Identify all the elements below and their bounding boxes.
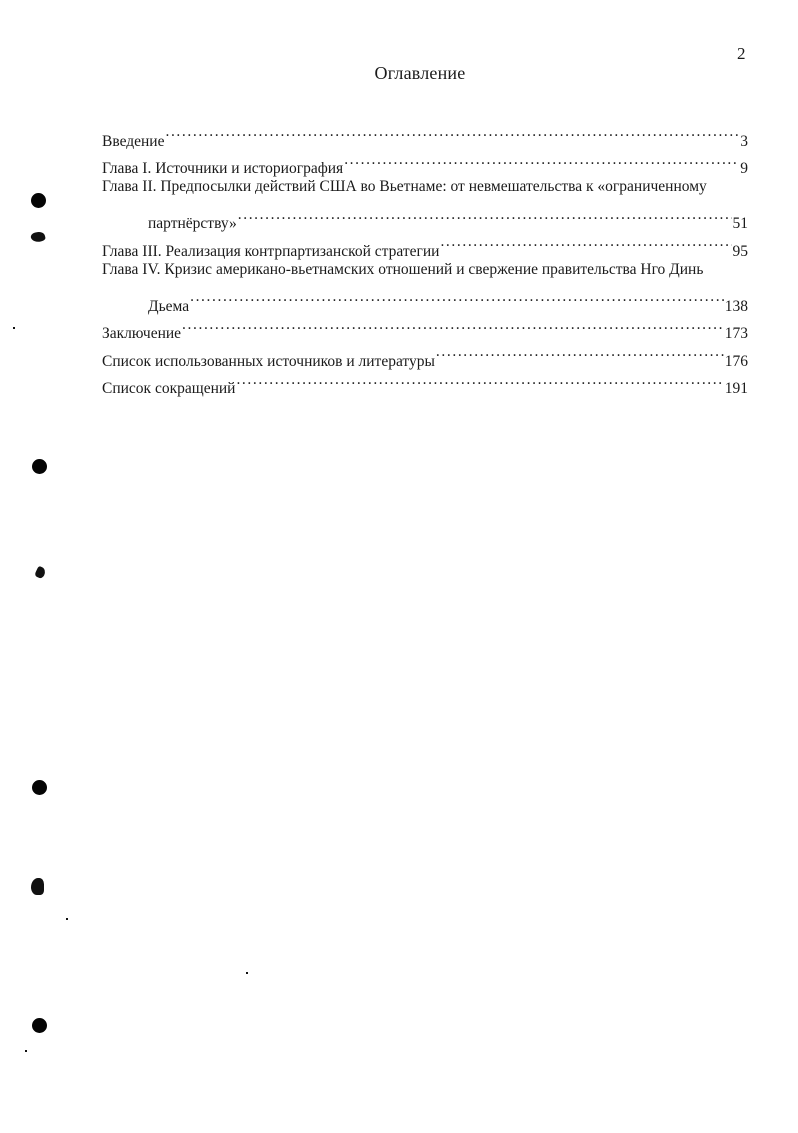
scan-speck (66, 918, 68, 920)
toc-title: Оглавление (374, 63, 466, 83)
toc-entry-chapter-1 (102, 146, 748, 177)
dot-leader (238, 201, 732, 229)
page-number: 2 (737, 44, 746, 63)
scan-speck (30, 230, 46, 243)
toc-entry-title: Глава III. Реализация контрпартизанской стратегии (102, 242, 440, 260)
table-of-contents (102, 118, 748, 397)
toc-entry-page: 176 (724, 352, 748, 370)
toc-entry-title-continued: партнёрству» (148, 215, 237, 232)
toc-entry-chapter-4 (102, 256, 748, 315)
toc-entry-title: Введение (102, 132, 165, 150)
toc-entry-page: 95 (732, 242, 748, 260)
toc-entry-title: Заключение (102, 325, 182, 342)
toc-entry-page: 9 (740, 160, 748, 177)
dot-leader (165, 118, 739, 146)
toc-entry-title: Глава I. Источники и историография (102, 160, 344, 177)
dot-leader (440, 228, 731, 256)
dot-leader (344, 146, 739, 174)
scan-speck (13, 327, 15, 329)
toc-entry-page: 51 (732, 215, 748, 232)
punch-hole (31, 193, 46, 208)
toc-entry-sources (102, 338, 748, 370)
toc-entry-chapter-2 (102, 173, 748, 232)
scan-speck (25, 1050, 27, 1052)
dot-leader (436, 338, 724, 366)
toc-entry-title: Список использованных источников и литературы (102, 352, 435, 370)
dot-leader (190, 283, 724, 311)
toc-entry-conclusion (102, 311, 748, 342)
punch-hole (32, 780, 47, 795)
scan-speck (34, 566, 47, 580)
toc-entry-page: 138 (724, 297, 748, 315)
toc-entry-title-continued: Дьема (148, 297, 190, 315)
scan-speck (31, 878, 44, 895)
toc-entry-page: 3 (740, 132, 748, 150)
toc-entry-title: Глава II. Предпосылки действий США во Вьетнаме: от невмешательства к «ограниченному (102, 178, 707, 195)
dot-leader (236, 366, 723, 394)
punch-hole (32, 459, 47, 474)
scan-speck (246, 972, 248, 974)
toc-entry-page: 191 (724, 380, 748, 397)
toc-entry-title: Список сокращений (102, 380, 236, 397)
dot-leader (182, 311, 724, 339)
toc-entry-introduction (102, 118, 748, 150)
toc-entry-title: Глава IV. Кризис американо-вьетнамских отношений и свержение правительства Нго Динь (102, 260, 704, 278)
toc-entry-page: 173 (724, 325, 748, 342)
punch-hole (32, 1018, 47, 1033)
